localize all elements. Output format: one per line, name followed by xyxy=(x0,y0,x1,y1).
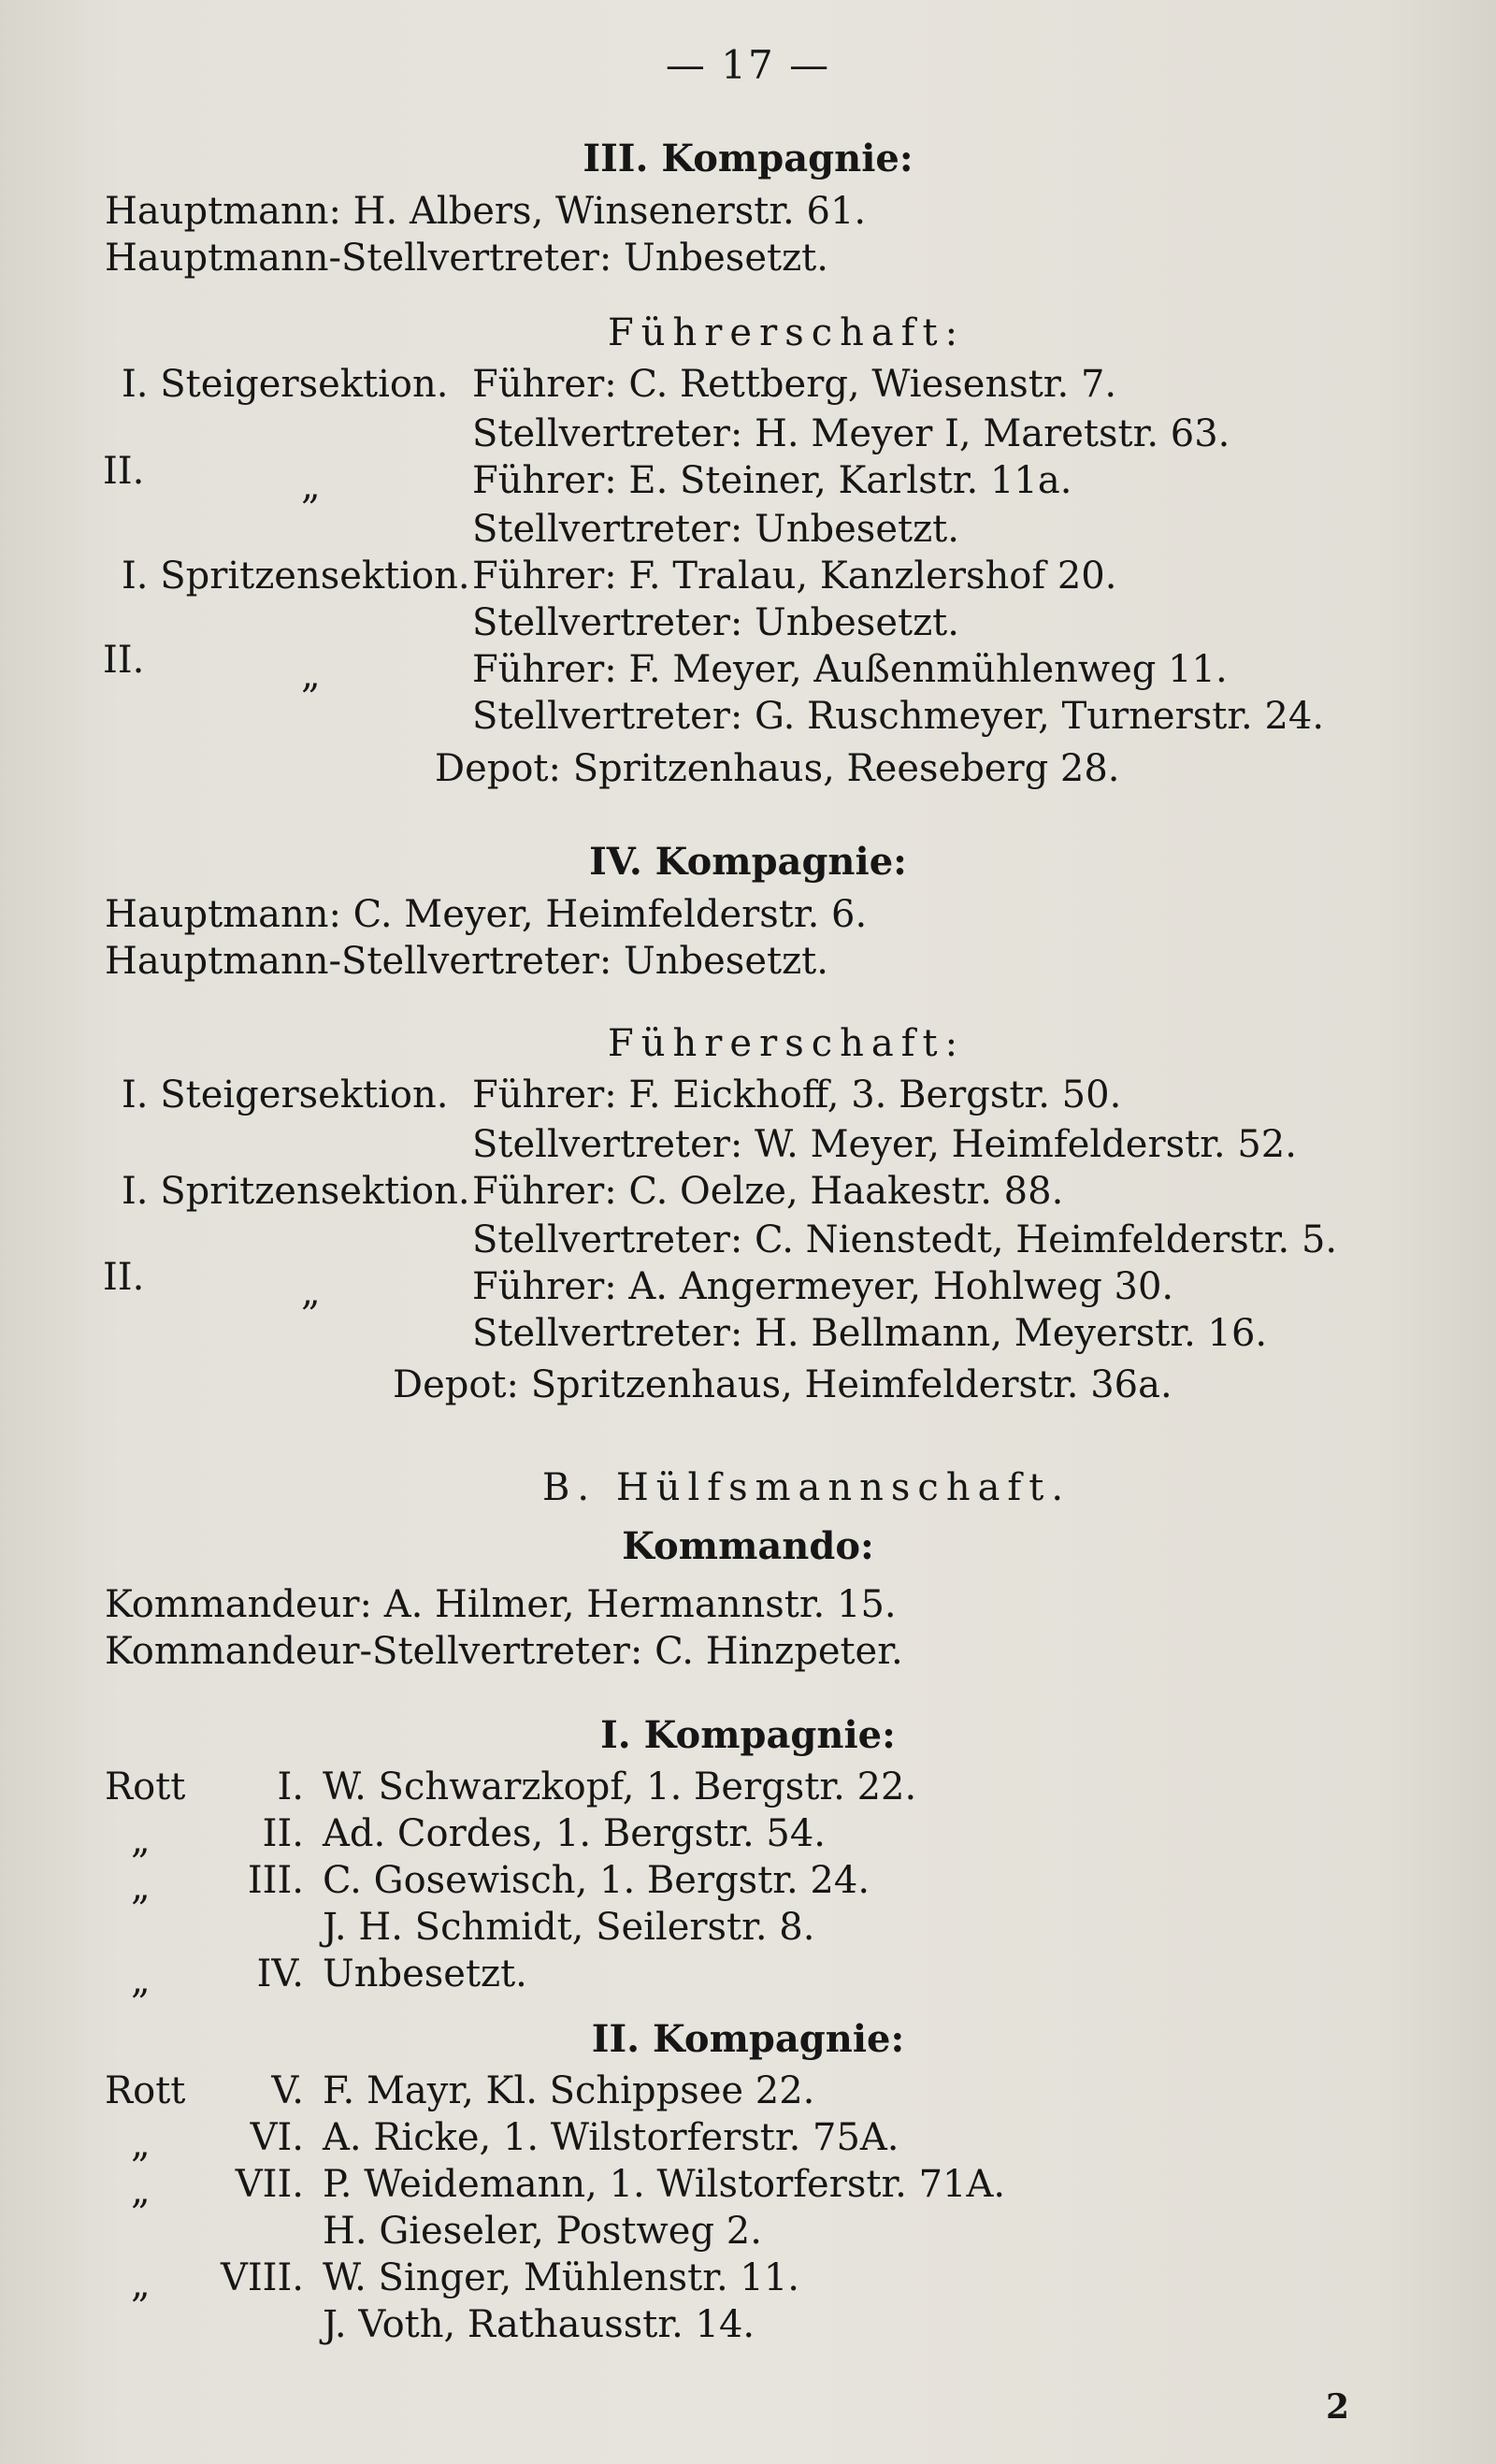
hk2-row-2-mark: „ xyxy=(131,2123,151,2166)
kompanie-4-stellvertreter: Hauptmann-Stellvertreter: Unbesetzt. xyxy=(105,940,828,983)
k4-row-5-text: Führer: A. Angermeyer, Hohlweg 30. xyxy=(472,1265,1174,1308)
k3-row-5-label: I. Spritzensektion. xyxy=(122,555,470,598)
hk2-row-5-mark: „ xyxy=(131,2263,151,2306)
kompanie-3-hauptmann: Hauptmann: H. Albers, Winsenerstr. 61. xyxy=(105,190,867,233)
sheet-number: 2 xyxy=(1326,2387,1350,2427)
hk2-row-3-num: VII. xyxy=(235,2163,304,2206)
hk1-row-3-mark: „ xyxy=(131,1866,151,1909)
hk2-heading: II. Kompagnie: xyxy=(591,2017,905,2061)
hk2-row-1-mark: Rott xyxy=(105,2069,186,2112)
hk1-row-2-num: II. xyxy=(262,1812,304,1855)
k4-row-5-ditto: „ xyxy=(301,1271,321,1314)
k4-row-5-label: II. xyxy=(103,1256,145,1299)
hk2-row-2-text: A. Ricke, 1. Wilstorferstr. 75A. xyxy=(323,2116,899,2159)
hk1-row-3-num: III. xyxy=(247,1859,304,1902)
page-number: — 17 — xyxy=(665,42,831,88)
kompanie-3-depot: Depot: Spritzenhaus, Reeseberg 28. xyxy=(435,747,1120,790)
hk1-row-5-text: Unbesetzt. xyxy=(323,1952,527,1996)
k3-row-3-label: II. xyxy=(103,450,145,493)
hk2-row-3-text: P. Weidemann, 1. Wilstorferstr. 71A. xyxy=(323,2163,1006,2206)
hk2-row-4-text: H. Gieseler, Postweg 2. xyxy=(323,2210,762,2253)
k3-row-5-text: Führer: F. Tralau, Kanzlershof 20. xyxy=(472,555,1117,598)
k4-row-6-text: Stellvertreter: H. Bellmann, Meyerstr. 16. xyxy=(472,1312,1268,1355)
k3-row-3-text: Führer: E. Steiner, Karlstr. 11a. xyxy=(472,459,1072,502)
k3-row-7-ditto: „ xyxy=(301,654,321,697)
hk2-row-5-num: VIII. xyxy=(220,2256,304,2299)
k4-row-4-text: Stellvertreter: C. Nienstedt, Heimfelderstr. 5. xyxy=(472,1218,1338,1261)
kompanie-3-heading: III. Kompagnie: xyxy=(583,137,913,180)
hk1-heading: I. Kompagnie: xyxy=(600,1713,896,1757)
k4-row-3-text: Führer: C. Oelze, Haakestr. 88. xyxy=(472,1170,1064,1213)
hk2-row-1-num: V. xyxy=(271,2069,304,2112)
hk2-row-2-num: VI. xyxy=(250,2116,304,2159)
hk2-row-1-text: F. Mayr, Kl. Schippsee 22. xyxy=(323,2069,815,2112)
k3-row-4-text: Stellvertreter: Unbesetzt. xyxy=(472,508,959,551)
hk1-row-2-mark: „ xyxy=(131,1819,151,1862)
k3-row-6-text: Stellvertreter: Unbesetzt. xyxy=(472,601,959,644)
hk1-row-1-num: I. xyxy=(277,1765,304,1808)
huelfsmannschaft-heading: B. Hülfsmannschaft. xyxy=(542,1466,1072,1509)
kompanie-3-fuehrerschaft: Führerschaft: xyxy=(608,311,966,354)
k4-row-1-label: I. Steigersektion. xyxy=(122,1073,449,1117)
hk2-row-3-mark: „ xyxy=(131,2169,151,2212)
hk1-row-5-num: IV. xyxy=(256,1952,304,1996)
kommandeur-stellvertreter: Kommandeur-Stellvertreter: C. Hinzpeter. xyxy=(105,1630,903,1673)
k4-row-1-text: Führer: F. Eickhoff, 3. Bergstr. 50. xyxy=(472,1073,1122,1117)
kompanie-4-depot: Depot: Spritzenhaus, Heimfelderstr. 36a. xyxy=(393,1363,1172,1406)
kompanie-4-hauptmann: Hauptmann: C. Meyer, Heimfelderstr. 6. xyxy=(105,893,868,936)
k3-row-8-text: Stellvertreter: G. Ruschmeyer, Turnerstr. 24. xyxy=(472,695,1325,738)
k4-row-3-label: I. Spritzensektion. xyxy=(122,1170,470,1213)
kompanie-4-heading: IV. Kompagnie: xyxy=(589,840,907,884)
kommando-heading: Kommando: xyxy=(622,1524,874,1568)
k3-row-3-ditto: „ xyxy=(301,465,321,508)
kompanie-3-stellvertreter: Hauptmann-Stellvertreter: Unbesetzt. xyxy=(105,237,828,280)
k4-row-2-text: Stellvertreter: W. Meyer, Heimfelderstr. 52. xyxy=(472,1123,1297,1166)
hk1-row-4-text: J. H. Schmidt, Seilerstr. 8. xyxy=(323,1906,815,1949)
hk1-row-3-text: C. Gosewisch, 1. Bergstr. 24. xyxy=(323,1859,870,1902)
k3-row-1-text: Führer: C. Rettberg, Wiesenstr. 7. xyxy=(472,363,1117,406)
hk1-row-1-text: W. Schwarzkopf, 1. Bergstr. 22. xyxy=(323,1765,917,1808)
k3-row-7-label: II. xyxy=(103,639,145,682)
kommandeur: Kommandeur: A. Hilmer, Hermannstr. 15. xyxy=(105,1583,897,1626)
k3-row-2-text: Stellvertreter: H. Meyer I, Maretstr. 63. xyxy=(472,412,1230,455)
hk2-row-5-text: W. Singer, Mühlenstr. 11. xyxy=(323,2256,800,2299)
hk1-row-2-text: Ad. Cordes, 1. Bergstr. 54. xyxy=(323,1812,827,1855)
hk2-row-6-text: J. Voth, Rathausstr. 14. xyxy=(323,2303,755,2346)
k3-row-7-text: Führer: F. Meyer, Außenmühlenweg 11. xyxy=(472,648,1228,691)
k3-row-1-label: I. Steigersektion. xyxy=(122,363,449,406)
hk1-row-5-mark: „ xyxy=(131,1959,151,2002)
hk1-row-1-mark: Rott xyxy=(105,1765,186,1808)
kompanie-4-fuehrerschaft: Führerschaft: xyxy=(608,1022,966,1065)
